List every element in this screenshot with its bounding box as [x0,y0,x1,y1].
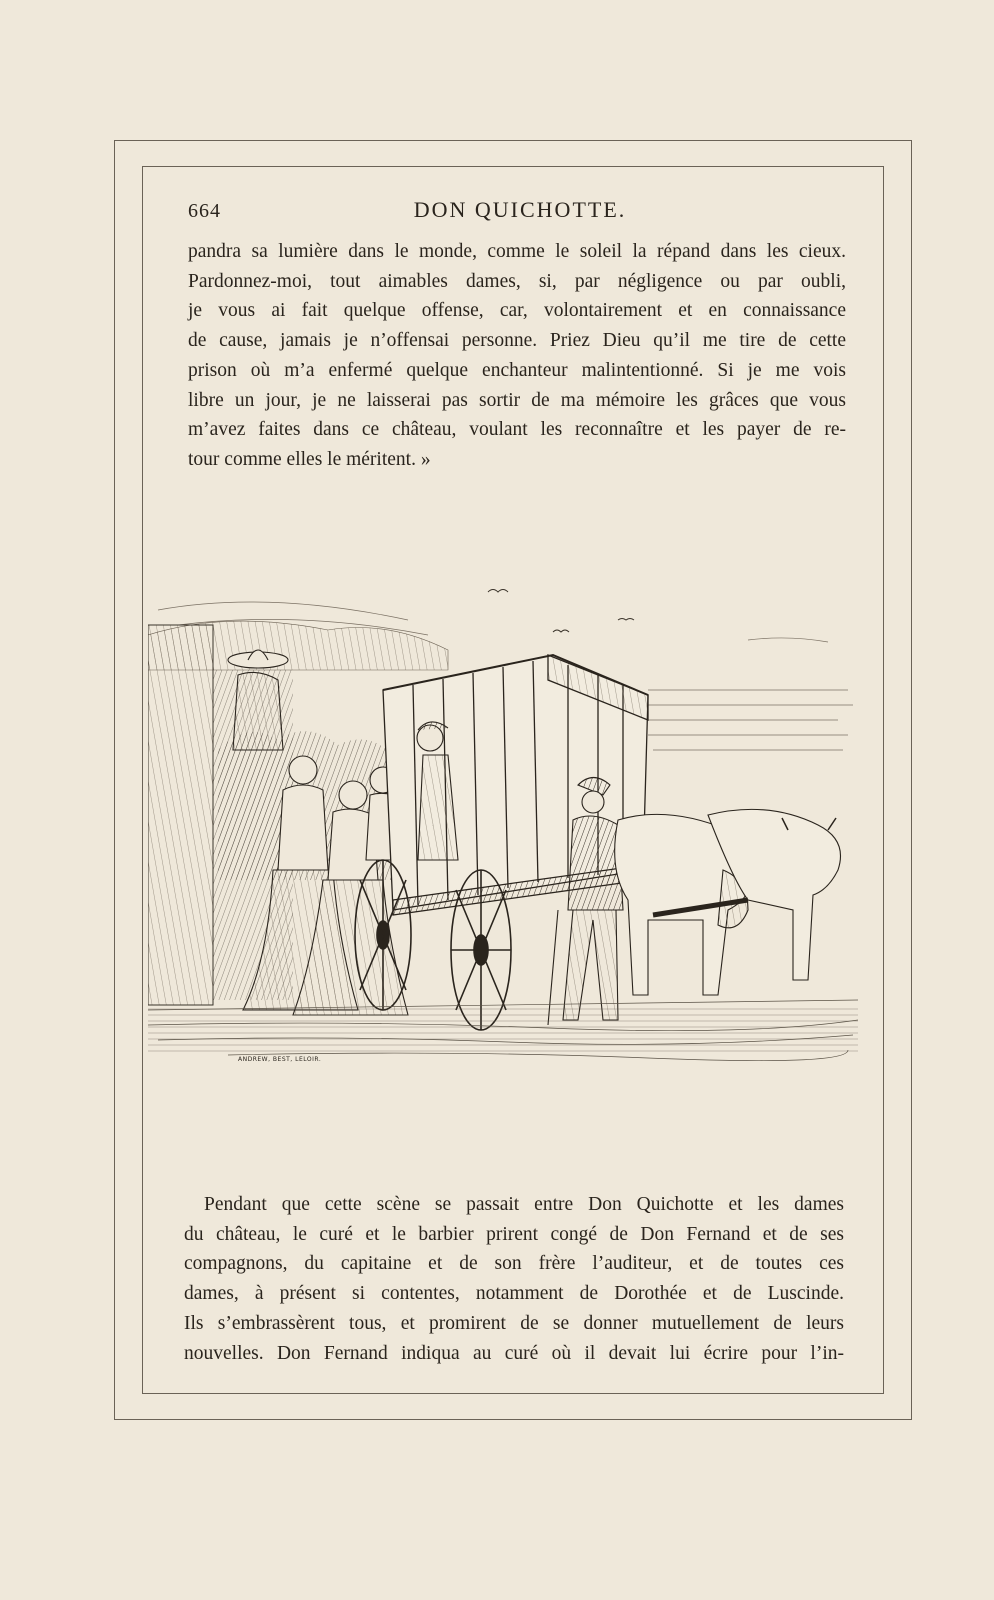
birds [488,590,634,633]
text-line: m’avez faites dans ce château, voulant les reconnaître et les payer de re- [188,419,846,441]
engraver-signature: ANDREW, BEST, LELOIR. [238,1056,322,1063]
text-line: prison où m’a enfermé quelque enchanteur malintentionné. Si je me vois [188,359,846,381]
text-line: Pendant que cette scène se passait entre Don Quichotte et les dames [204,1194,844,1215]
bottom-paragraph [184,1190,844,1368]
engraving-illustration [148,580,858,1080]
inn-wall [148,625,213,1005]
text-line: pandra sa lumière dans le monde, comme le soleil la répand dans les cieux. [188,241,846,262]
text-line: compagnons, du capitaine et de son frère l’auditeur, et de toutes ces [184,1253,844,1275]
text-line: Ils s’embrassèrent tous, et promirent de se donner mutuellement de leurs [184,1312,844,1334]
running-head: DON QUICHOTTE. [413,197,627,222]
text-line: nouvelles. Don Fernand indiqua au curé où il devait lui écrire pour l’in- [184,1342,844,1364]
text-line: du château, le curé et le barbier prirent congé de Don Fernand et de ses [184,1223,844,1245]
text-line: je vous ai fait quelque offense, car, volontairement et en connaissance [188,300,846,322]
text-line: Pardonnez-moi, tout aimables dames, si, par négligence ou par oubli, [188,270,846,292]
text-line: libre un jour, je ne laisserai pas sortir de ma mémoire les grâces que vous [188,389,846,411]
top-paragraph [188,237,846,475]
text-line: dames, à présent si contentes, notamment de Dorothée et de Luscinde. [184,1283,844,1305]
page-number: 664 [188,200,221,222]
text-line: de cause, jamais je n’offensai personne. Priez Dieu qu’il me tire de cette [188,330,846,352]
text-line: tour comme elles le méritent. » [188,448,431,470]
